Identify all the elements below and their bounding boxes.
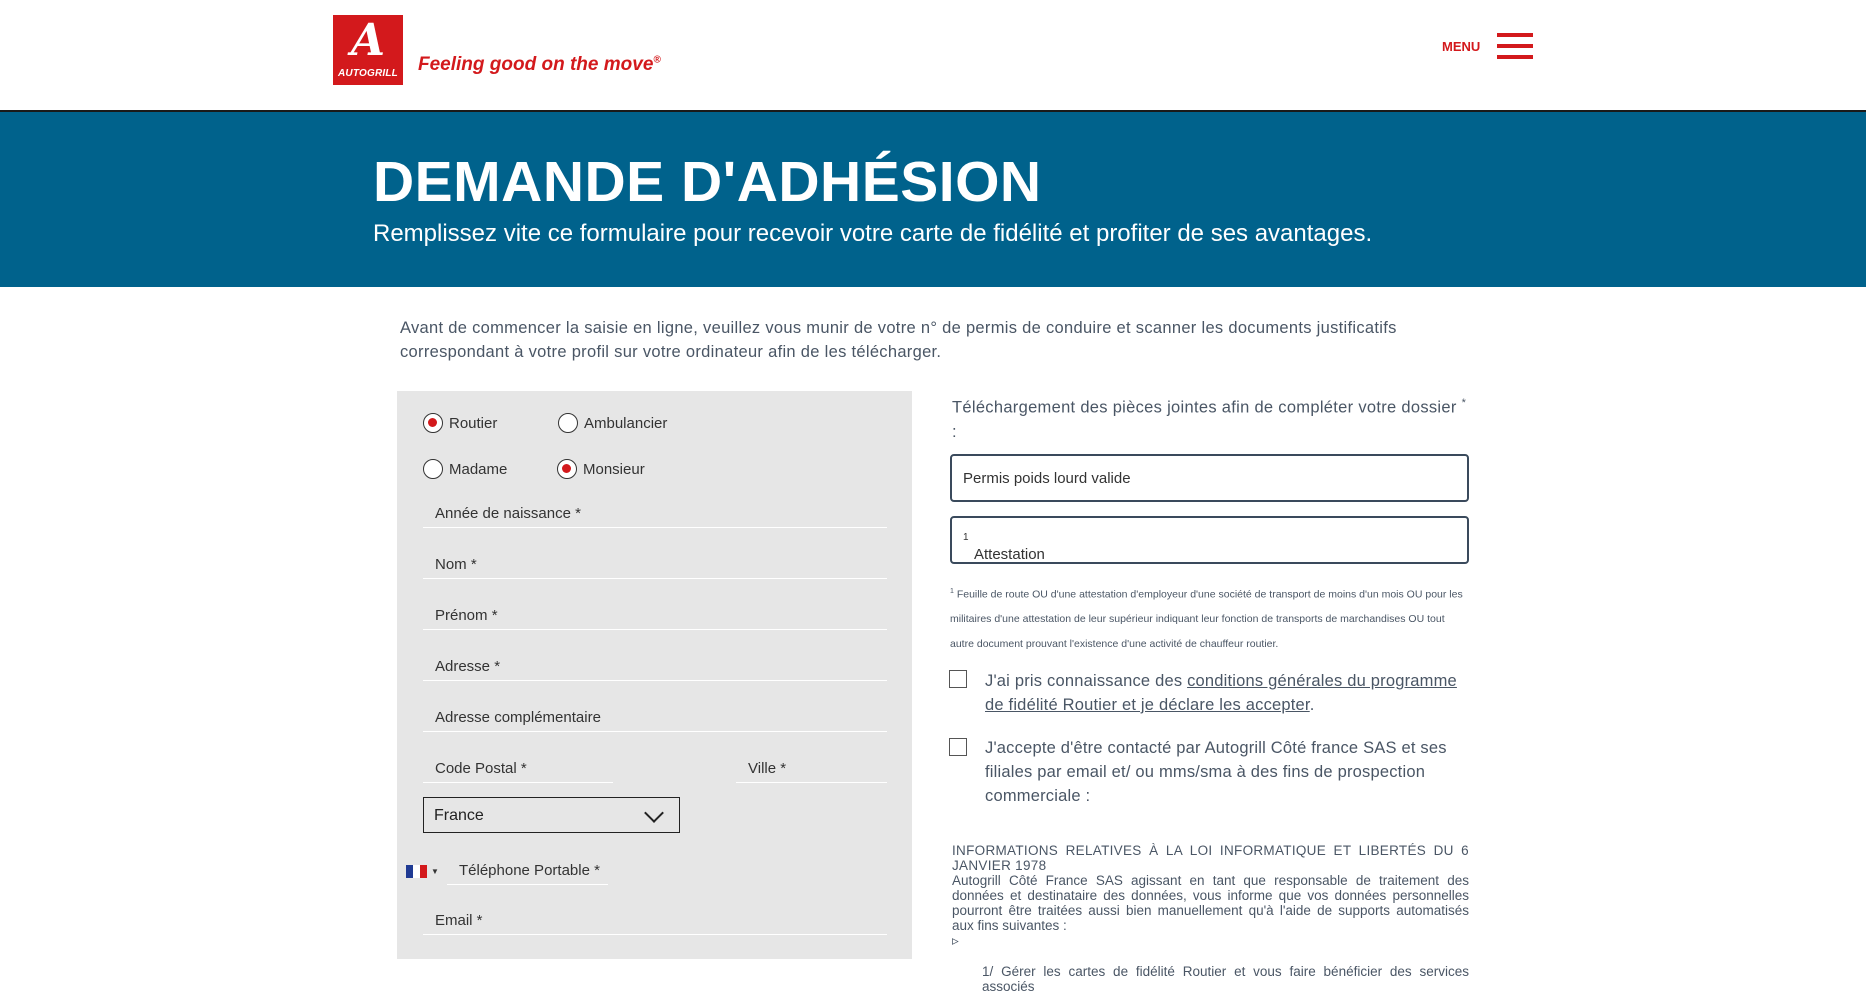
logo-text: AUTOGRILL [338, 68, 398, 79]
birth-year-field[interactable] [423, 505, 887, 528]
attestation-footnote [950, 580, 1470, 656]
cgu-link[interactable]: conditions générales du programme de fidélité Routier et je déclare les accepter [985, 672, 1457, 714]
last-name-field[interactable] [423, 556, 887, 579]
caret-down-icon: ▼ [431, 867, 439, 876]
site-header [0, 0, 1866, 112]
attestation-mark: 1 [963, 532, 969, 543]
email-label: Email * [435, 912, 483, 929]
contact-consent-checkbox[interactable] [949, 738, 967, 756]
footnote-text: Feuille de route OU d'une attestation d'employeur d'une société de transport de moins d'un mois OU pour les militaires d'une attestation de leur supérieur indiquant leur fonction de transports de marchandises OU tout autre document prouvant l'existence d'une activité de chauffeur routier. [950, 588, 1463, 650]
radio-monsieur[interactable] [557, 459, 645, 479]
france-flag-icon [406, 865, 413, 878]
cgu-consent-label [985, 669, 1465, 717]
autogrill-logo[interactable] [333, 15, 403, 85]
radio-routier-circle[interactable] [423, 413, 443, 433]
city-label: Ville * [748, 760, 787, 777]
cgu-prefix: J'ai pris connaissance des [985, 672, 1188, 690]
radio-madame-label: Madame [449, 460, 508, 478]
uploads-title-end: : [952, 422, 957, 441]
city-field[interactable] [736, 760, 887, 783]
permit-upload-button[interactable] [950, 454, 1469, 502]
tagline [418, 54, 661, 76]
attestation-upload-label: Attestation [974, 546, 1045, 563]
country-value: France [434, 807, 484, 824]
phone-label: Téléphone Portable * [459, 862, 600, 879]
logo-a-icon: A [350, 15, 386, 66]
attestation-upload-button[interactable] [950, 516, 1469, 564]
tagline-mark: ® [653, 54, 661, 66]
legal-arrow-icon: ▹ [952, 933, 959, 948]
hero-banner [0, 112, 1866, 287]
radio-ambulancier[interactable] [558, 413, 667, 433]
attestation-upload-label-wrap [963, 532, 1045, 563]
uploads-title-text: Téléchargement des pièces jointes afin de compléter votre dossier [952, 398, 1457, 417]
radio-monsieur-label: Monsieur [583, 460, 645, 478]
cgu-checkbox[interactable] [949, 670, 967, 688]
radio-ambulancier-label: Ambulancier [584, 414, 668, 432]
page-subtitle: Remplissez vite ce formulaire pour recevoir votre carte de fidélité et profiter de ses avantages. [373, 220, 1373, 247]
page-title: DEMANDE D'ADHÉSION [373, 150, 1042, 214]
postal-code-label: Code Postal * [435, 760, 527, 777]
radio-madame-circle[interactable] [423, 459, 443, 479]
first-name-label: Prénom * [435, 607, 498, 624]
menu-label[interactable]: MENU [1442, 39, 1481, 54]
tagline-text: Feeling good on the move [418, 54, 654, 75]
radio-routier[interactable] [423, 413, 497, 433]
address-field[interactable] [423, 658, 887, 681]
address2-label: Adresse complémentaire [435, 709, 601, 726]
phone-field[interactable] [447, 862, 608, 885]
contact-consent-label: J'accepte d'être contacté par Autogrill Côté france SAS et ses filiales par email et/ ou mms/sma à des fins de prospection commerciale : [985, 739, 1447, 805]
footnote-mark: 1 [950, 588, 954, 595]
legal-body: Autogrill Côté France SAS agissant en tant que responsable de traitement des données et destinataire des données, vous informe que vos données personnelles pourront être traitées aussi bien manuellement qu'à l'aide de supports automatisés aux fins suivantes : [952, 873, 1469, 933]
hamburger-menu-icon[interactable] [1497, 33, 1533, 59]
radio-monsieur-circle[interactable] [557, 459, 577, 479]
legal-information [952, 843, 1469, 994]
chevron-down-icon [644, 803, 664, 823]
uploads-title-mark: * [1461, 397, 1467, 409]
radio-madame[interactable] [423, 459, 507, 479]
address2-field[interactable] [423, 709, 887, 732]
email-field[interactable] [423, 912, 887, 935]
country-select[interactable] [423, 797, 680, 833]
legal-heading: INFORMATIONS RELATIVES À LA LOI INFORMATIQUE ET LIBERTÉS DU 6 JANVIER 1978 [952, 843, 1469, 873]
radio-routier-label: Routier [449, 414, 498, 432]
permit-upload-label: Permis poids lourd valide [963, 470, 1131, 487]
address-label: Adresse * [435, 658, 501, 675]
radio-ambulancier-circle[interactable] [558, 413, 578, 433]
last-name-label: Nom * [435, 556, 477, 573]
postal-code-field[interactable] [423, 760, 613, 783]
first-name-field[interactable] [423, 607, 887, 630]
legal-item-1: 1/ Gérer les cartes de fidélité Routier et vous faire bénéficier des services associés [982, 964, 1469, 994]
intro-text: Avant de commencer la saisie en ligne, veuillez vous munir de votre n° de permis de conduire et scanner les documents justificatifs correspondant à votre profil sur votre ordinateur afin de les télécharger. [400, 319, 1397, 361]
uploads-title [952, 391, 1472, 444]
phone-country-selector[interactable] [406, 865, 439, 878]
birth-year-label: Année de naissance * [435, 505, 581, 522]
cgu-suffix: . [1309, 696, 1315, 714]
